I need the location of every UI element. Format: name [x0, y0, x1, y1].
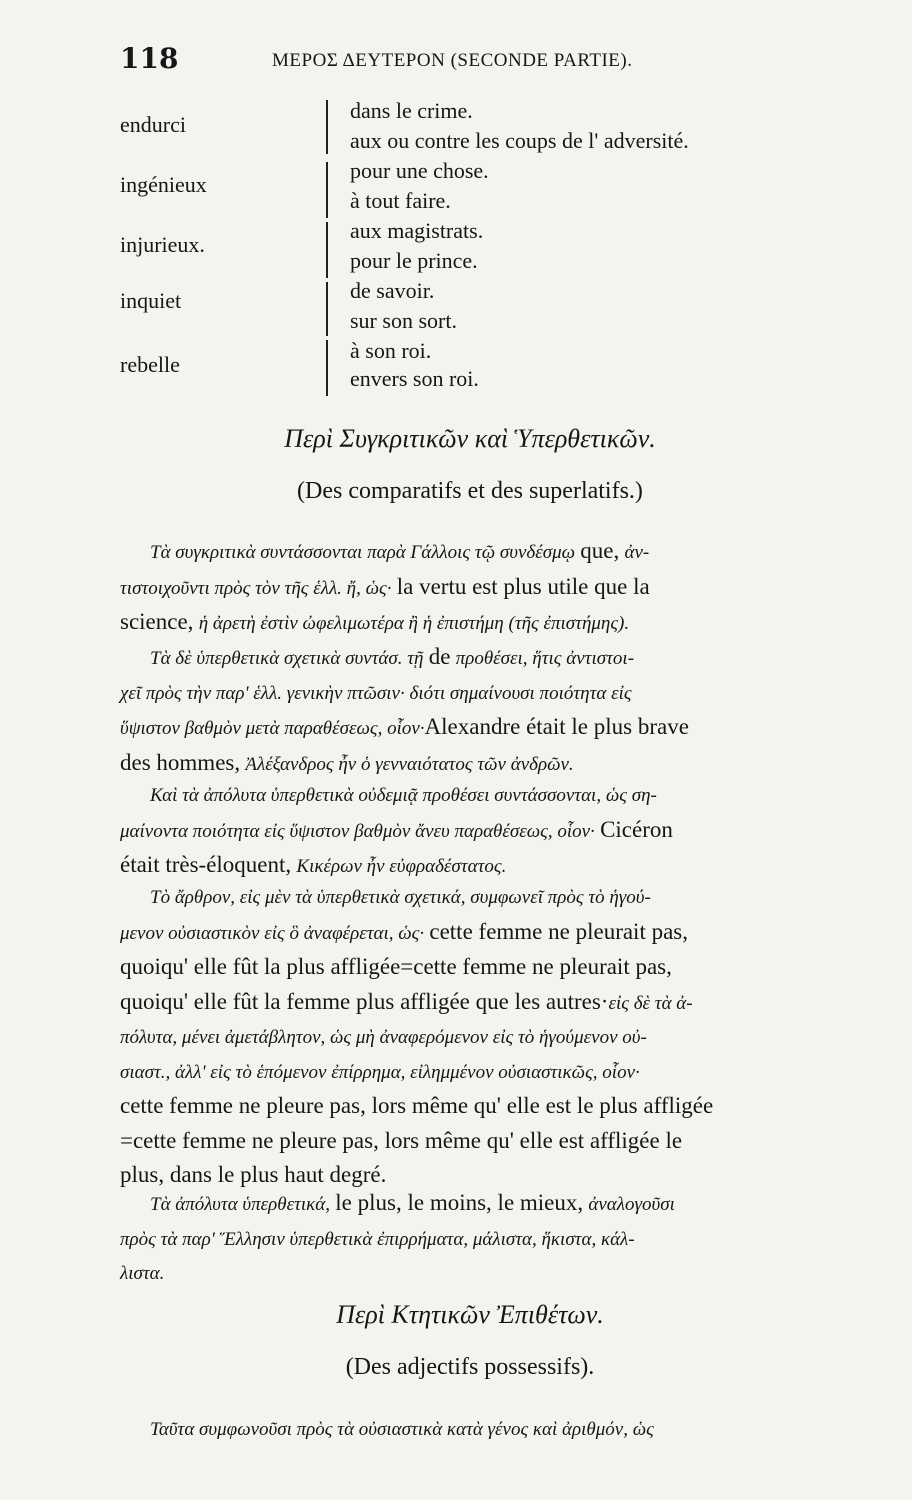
adjective-object: aux magistrats.	[350, 218, 484, 243]
adjective-object: à tout faire.	[350, 188, 451, 213]
adjectives-table	[120, 98, 800, 398]
running-title: ΜΕΡΟΣ ΔΕΥΤΕΡΟΝ (SECONDE PARTIE).	[272, 50, 633, 71]
section-title-greek: Περὶ Κτητικῶν Ἐπιθέτων.	[336, 1300, 604, 1329]
paragraph-article: Τὸ ἄρθρον, εἰς μὲν τὰ ὑπερθετικὰ σχετικά, συμφωνεῖ πρὸς τὸ ἡγού- μενον οὐσιαστικὸν εἰς ὃ ἀναφέρεται, ὡς· cette femme ne pleurait pas, quoiqu' elle fût la plus affligée=cette femme ne pleurait pas, quoiqu' elle fût la femme plus affligée que les autres·εἰς δὲ τὰ ἀ- πόλυτα, μένει ἀμετάβλητον, ὡς μὴ ἀναφερόμενον εἰς τὸ ἡγούμενον οὐ- σιαστ., ἀλλ' εἰς τὸ ἑπόμενον ἐπίρρημα, εἰλημμένον οὐσιαστικῶς, οἷον· cette femme ne pleure pas, lors même qu' elle est le plus affligée =cette femme ne pleure pas, lors même qu' elle est affligée le plus, dans le plus haut degré.	[120, 887, 714, 1187]
page-header	[120, 42, 700, 82]
paragraph-absolute-superlatives: Καὶ τὰ ἀπόλυτα ὑπερθετικὰ οὐδεμιᾷ προθέσει συντάσσονται, ὡς ση- μαίνοντα ποιότητα εἰς ὕψιστον βαθμὸν ἄνευ παραθέσεως, οἷον· Cicéron était très-éloquent, Κικέρων ἦν εὐφραδέστατος.	[120, 785, 673, 877]
section-title-greek: Περὶ Συγκριτικῶν καὶ Ὑπερθετικῶν.	[284, 424, 656, 453]
brace	[316, 100, 328, 154]
adjective-word: endurci	[120, 112, 186, 137]
adjective-word: inquiet	[120, 288, 182, 313]
brace	[316, 162, 328, 218]
adjective-object: dans le crime.	[350, 98, 473, 123]
adjective-word: injurieux.	[120, 232, 205, 257]
section-title-french: (Des adjectifs possessifs).	[345, 1354, 595, 1380]
adjective-object: pour le prince.	[350, 248, 478, 273]
paragraph-absolute-adverbs: Τὰ ἀπόλυτα ὑπερθετικά, le plus, le moins, le mieux, ἀναλογοῦσι πρὸς τὰ παρ' Ἕλλησιν ὑπερθετικὰ ἐπιρρήματα, μάλιστα, ἥκιστα, κάλ- λιστα.	[120, 1190, 675, 1284]
page-number: 118	[120, 42, 179, 75]
brace	[316, 340, 328, 396]
adjective-word: ingénieux	[120, 172, 207, 197]
adjective-object: pour une chose.	[350, 158, 489, 183]
adjective-object: aux ou contre les coups de l' adversité.	[350, 128, 689, 153]
adjective-object: de savoir.	[350, 278, 435, 303]
paragraph-comparatives: Τὰ συγκριτικὰ συντάσσονται παρὰ Γάλλοις τῷ συνδέσμῳ que, ἀν- τιστοιχοῦντι πρὸς τὸν τῆς ἑλλ. ἤ, ὡς· la vertu est plus utile que la science, ἡ ἀρετὴ ἐστὶν ὠφελιμωτέρα ἢ ἡ ἐπιστήμη (τῆς ἐπιστήμης).	[120, 538, 650, 634]
adjective-object: envers son roi.	[350, 366, 479, 391]
section-title-french: (Des comparatifs et des superlatifs.)	[297, 478, 643, 504]
paragraph-possessives: Ταῦτα συμφωνοῦσι πρὸς τὰ οὐσιαστικὰ κατὰ γένος καὶ ἀριθμόν, ὡς	[150, 1419, 654, 1440]
brace	[316, 222, 328, 278]
adjective-object: sur son sort.	[350, 308, 457, 333]
brace	[316, 282, 328, 336]
paragraph-relative-superlatives: Τὰ δὲ ὑπερθετικὰ σχετικὰ συντάσ. τῇ de προθέσει, ἥτις ἀντιστοι- χεῖ πρὸς τὴν παρ' ἑλλ. γενικὴν πτῶσιν· διότι σημαίνουσι ποιότητα εἰς ὕψιστον βαθμὸν μετὰ παραθέσεως, οἷον·Alexandre était le plus brave des hommes, Ἀλέξανδρος ἦν ὁ γενναιότατος τῶν ἀνδρῶν.	[120, 644, 689, 775]
adjective-object: à son roi.	[350, 338, 432, 363]
adjective-word: rebelle	[120, 352, 180, 377]
